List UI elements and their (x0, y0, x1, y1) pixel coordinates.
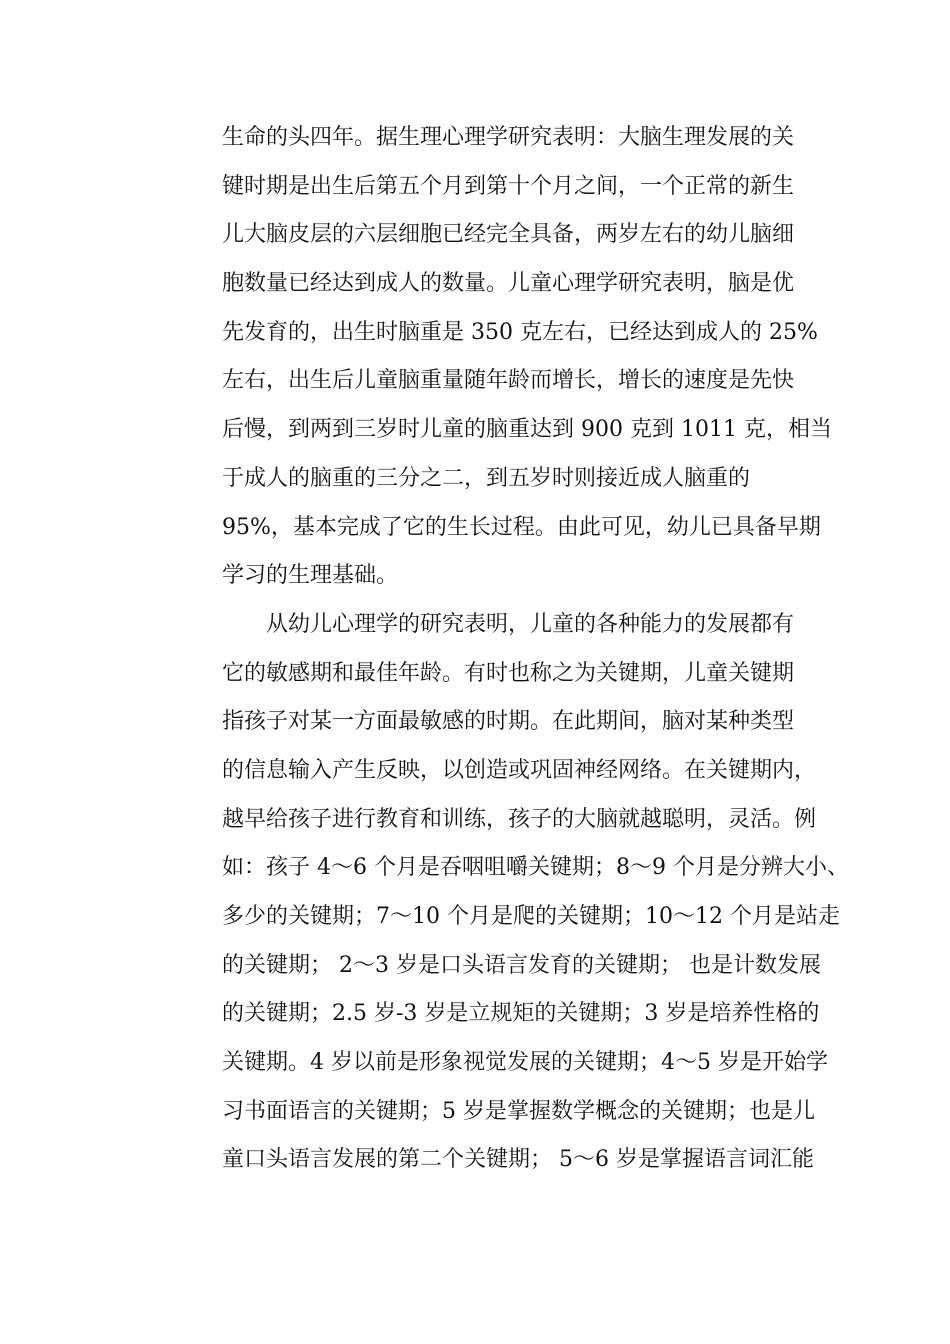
text-line: 左右，出生后儿童脑重量随年龄而增长，增长的速度是先快 (222, 368, 795, 394)
text-line: 如：孩子 4～6 个月是吞咽咀嚼关键期；8～9 个月是分辨大小、 (222, 855, 849, 881)
text-line: 关键期。4 岁以前是形象视觉发展的关键期；4～5 岁是开始学 (222, 1050, 828, 1076)
text-line: 后慢，到两到三岁时儿童的脑重达到 900 克到 1011 克，相当 (222, 417, 832, 443)
text-line: 的关键期； 2～3 岁是口头语言发育的关键期； 也是计数发展 (222, 952, 821, 978)
text-line: 从幼儿心理学的研究表明，儿童的各种能力的发展都有 (266, 611, 795, 637)
text-line: 键时期是出生后第五个月到第十个月之间，一个正常的新生 (222, 173, 795, 199)
text-line: 习书面语言的关键期；5 岁是掌握数学概念的关键期；也是儿 (222, 1098, 815, 1124)
text-line: 的关键期；2.5 岁-3 岁是立规矩的关键期；3 岁是培养性格的 (222, 1001, 820, 1027)
text-line: 儿大脑皮层的六层细胞已经完全具备，两岁左右的幼儿脑细 (222, 222, 795, 248)
text-line: 指孩子对某一方面最敏感的时期。在此期间，脑对某种类型 (222, 709, 795, 735)
text-line: 它的敏感期和最佳年龄。有时也称之为关键期，儿童关键期 (222, 660, 795, 686)
text-line: 胞数量已经达到成人的数量。儿童心理学研究表明，脑是优 (222, 271, 795, 297)
text-line: 童口头语言发展的第二个关键期； 5～6 岁是掌握语言词汇能 (222, 1147, 814, 1173)
paragraph (222, 601, 849, 1185)
text-line: 95%，基本完成了它的生长过程。由此可见，幼儿已具备早期 (222, 514, 821, 540)
text-line: 于成人的脑重的三分之二，到五岁时则接近成人脑重的 (222, 465, 751, 491)
text-line: 生命的头四年。据生理心理学研究表明：大脑生理发展的关 (222, 125, 795, 150)
text-line: 的信息输入产生反映，以创造或巩固神经网络。在关键期内， (222, 757, 817, 783)
body-text (222, 114, 849, 1185)
paragraph (222, 114, 832, 601)
text-line: 先发育的，出生时脑重是 350 克左右，已经达到成人的 25% (222, 319, 818, 345)
text-line: 学习的生理基础。 (222, 563, 399, 589)
text-line: 多少的关键期；7～10 个月是爬的关键期；10～12 个月是站走 (222, 904, 840, 929)
text-line: 越早给孩子进行教育和训练，孩子的大脑就越聪明，灵活。例 (222, 806, 817, 832)
